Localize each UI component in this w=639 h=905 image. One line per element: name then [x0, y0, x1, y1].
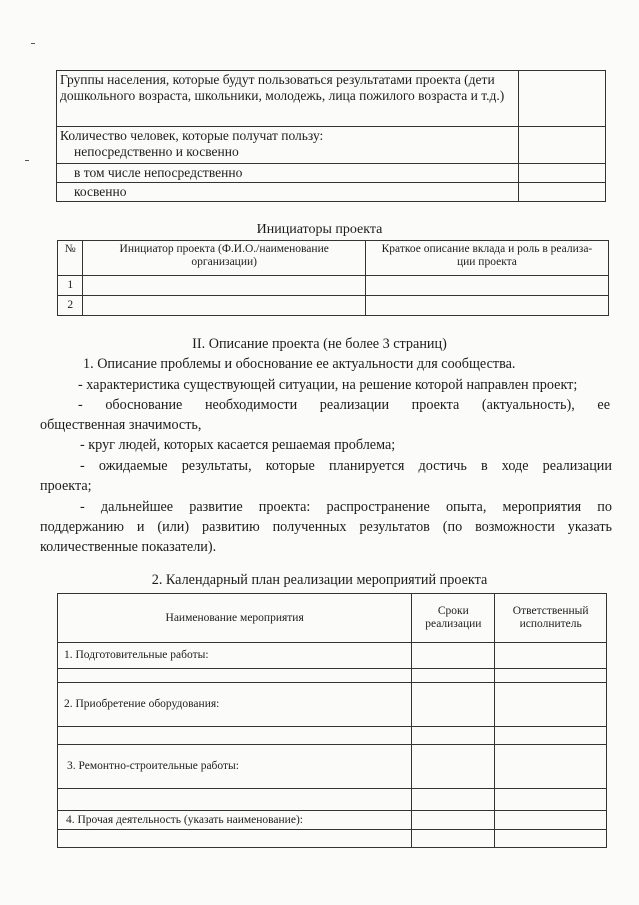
event-name: 1. Подготовительные работы:	[58, 643, 412, 669]
initiator-cell[interactable]	[83, 296, 365, 316]
scan-mark	[25, 160, 29, 161]
initiator-cell[interactable]	[83, 276, 365, 296]
event-name-cell[interactable]	[58, 727, 412, 745]
bullet-further-development: - дальнейшее развитие проекта: распространение опыта, мероприятия по	[80, 499, 612, 515]
calendar-plan-table	[57, 593, 607, 848]
description-cell[interactable]	[365, 276, 608, 296]
beneficiaries-count-label: Количество человек, которые получат пользу:	[60, 128, 324, 143]
dates-cell[interactable]	[412, 789, 495, 811]
bullet-justification: - обоснование необходимости реализации проекта (актуальность), ее	[78, 397, 610, 413]
num-header: №	[58, 241, 83, 276]
direct-indirect-value[interactable]	[519, 127, 606, 164]
initiators-title: Инициаторы проекта	[256, 222, 383, 237]
bullet-current-situation: - характеристика существующей ситуации, на решение которой направлен проект;	[78, 377, 578, 393]
dates-header: Сроки реализации	[412, 594, 495, 643]
dates-cell[interactable]	[412, 683, 495, 727]
direct-only-value[interactable]	[519, 164, 606, 183]
responsible-cell[interactable]	[495, 683, 607, 727]
dates-cell[interactable]	[412, 669, 495, 683]
event-name-header: Наименование мероприятия	[58, 594, 412, 643]
bullet-expected-results: - ожидаемые результаты, которые планируется достичь в ходе реализации	[80, 458, 612, 474]
population-groups-value[interactable]	[519, 71, 606, 127]
dates-cell[interactable]	[412, 830, 495, 848]
initiators-table	[57, 240, 609, 316]
responsible-cell[interactable]	[495, 745, 607, 789]
population-groups-label: Группы населения, которые будут пользоваться результатами проекта (дети дошкольного возраста, школьники, молодежь, лица пожилого возраста и т.д.)	[57, 71, 519, 127]
bullet-expected-results-cont: проекта;	[40, 478, 92, 494]
event-name: 4. Прочая деятельность (указать наименование):	[58, 811, 412, 830]
beneficiaries-table	[56, 70, 606, 202]
scan-mark	[31, 43, 35, 44]
item-problem-description: 1. Описание проблемы и обоснование ее актуальности для сообщества.	[83, 356, 516, 372]
row-number: 1	[58, 276, 83, 296]
event-name-cell[interactable]	[58, 830, 412, 848]
responsible-cell[interactable]	[495, 727, 607, 745]
bullet-further-development-end: количественные показатели).	[40, 539, 217, 555]
indirect-label: косвенно	[57, 183, 519, 202]
responsible-cell[interactable]	[495, 643, 607, 669]
event-name: 2. Приобретение оборудования:	[58, 683, 412, 727]
description-cell[interactable]	[365, 296, 608, 316]
event-name: 3. Ремонтно-строительные работы:	[58, 745, 412, 789]
row-number: 2	[58, 296, 83, 316]
description-header: Краткое описание вклада и роль в реализа-ции проекта	[365, 241, 608, 276]
responsible-header: Ответственный исполнитель	[495, 594, 607, 643]
responsible-cell[interactable]	[495, 830, 607, 848]
responsible-cell[interactable]	[495, 789, 607, 811]
bullet-target-people: - круг людей, которых касается решаемая проблема;	[80, 437, 396, 453]
dates-cell[interactable]	[412, 811, 495, 830]
direct-only-label: в том числе непосредственно	[57, 164, 519, 183]
indirect-value[interactable]	[519, 183, 606, 202]
event-name-cell[interactable]	[58, 789, 412, 811]
responsible-cell[interactable]	[495, 811, 607, 830]
responsible-cell[interactable]	[495, 669, 607, 683]
section-heading: II. Описание проекта (не более 3 страниц)	[192, 336, 447, 352]
beneficiaries-count-cell	[57, 127, 519, 164]
direct-indirect-label: непосредственно и косвенно	[74, 143, 239, 159]
event-name-cell[interactable]	[58, 669, 412, 683]
dates-cell[interactable]	[412, 727, 495, 745]
dates-cell[interactable]	[412, 643, 495, 669]
dates-cell[interactable]	[412, 745, 495, 789]
bullet-further-development-cont: поддержанию и (или) развитию полученных результатов (по возможности указать	[40, 519, 612, 535]
bullet-justification-cont: общественная значимость,	[40, 417, 202, 433]
initiator-header: Инициатор проекта (Ф.И.О./наименование организации)	[83, 241, 365, 276]
plan-title: 2. Календарный план реализации мероприятий проекта	[151, 572, 488, 588]
